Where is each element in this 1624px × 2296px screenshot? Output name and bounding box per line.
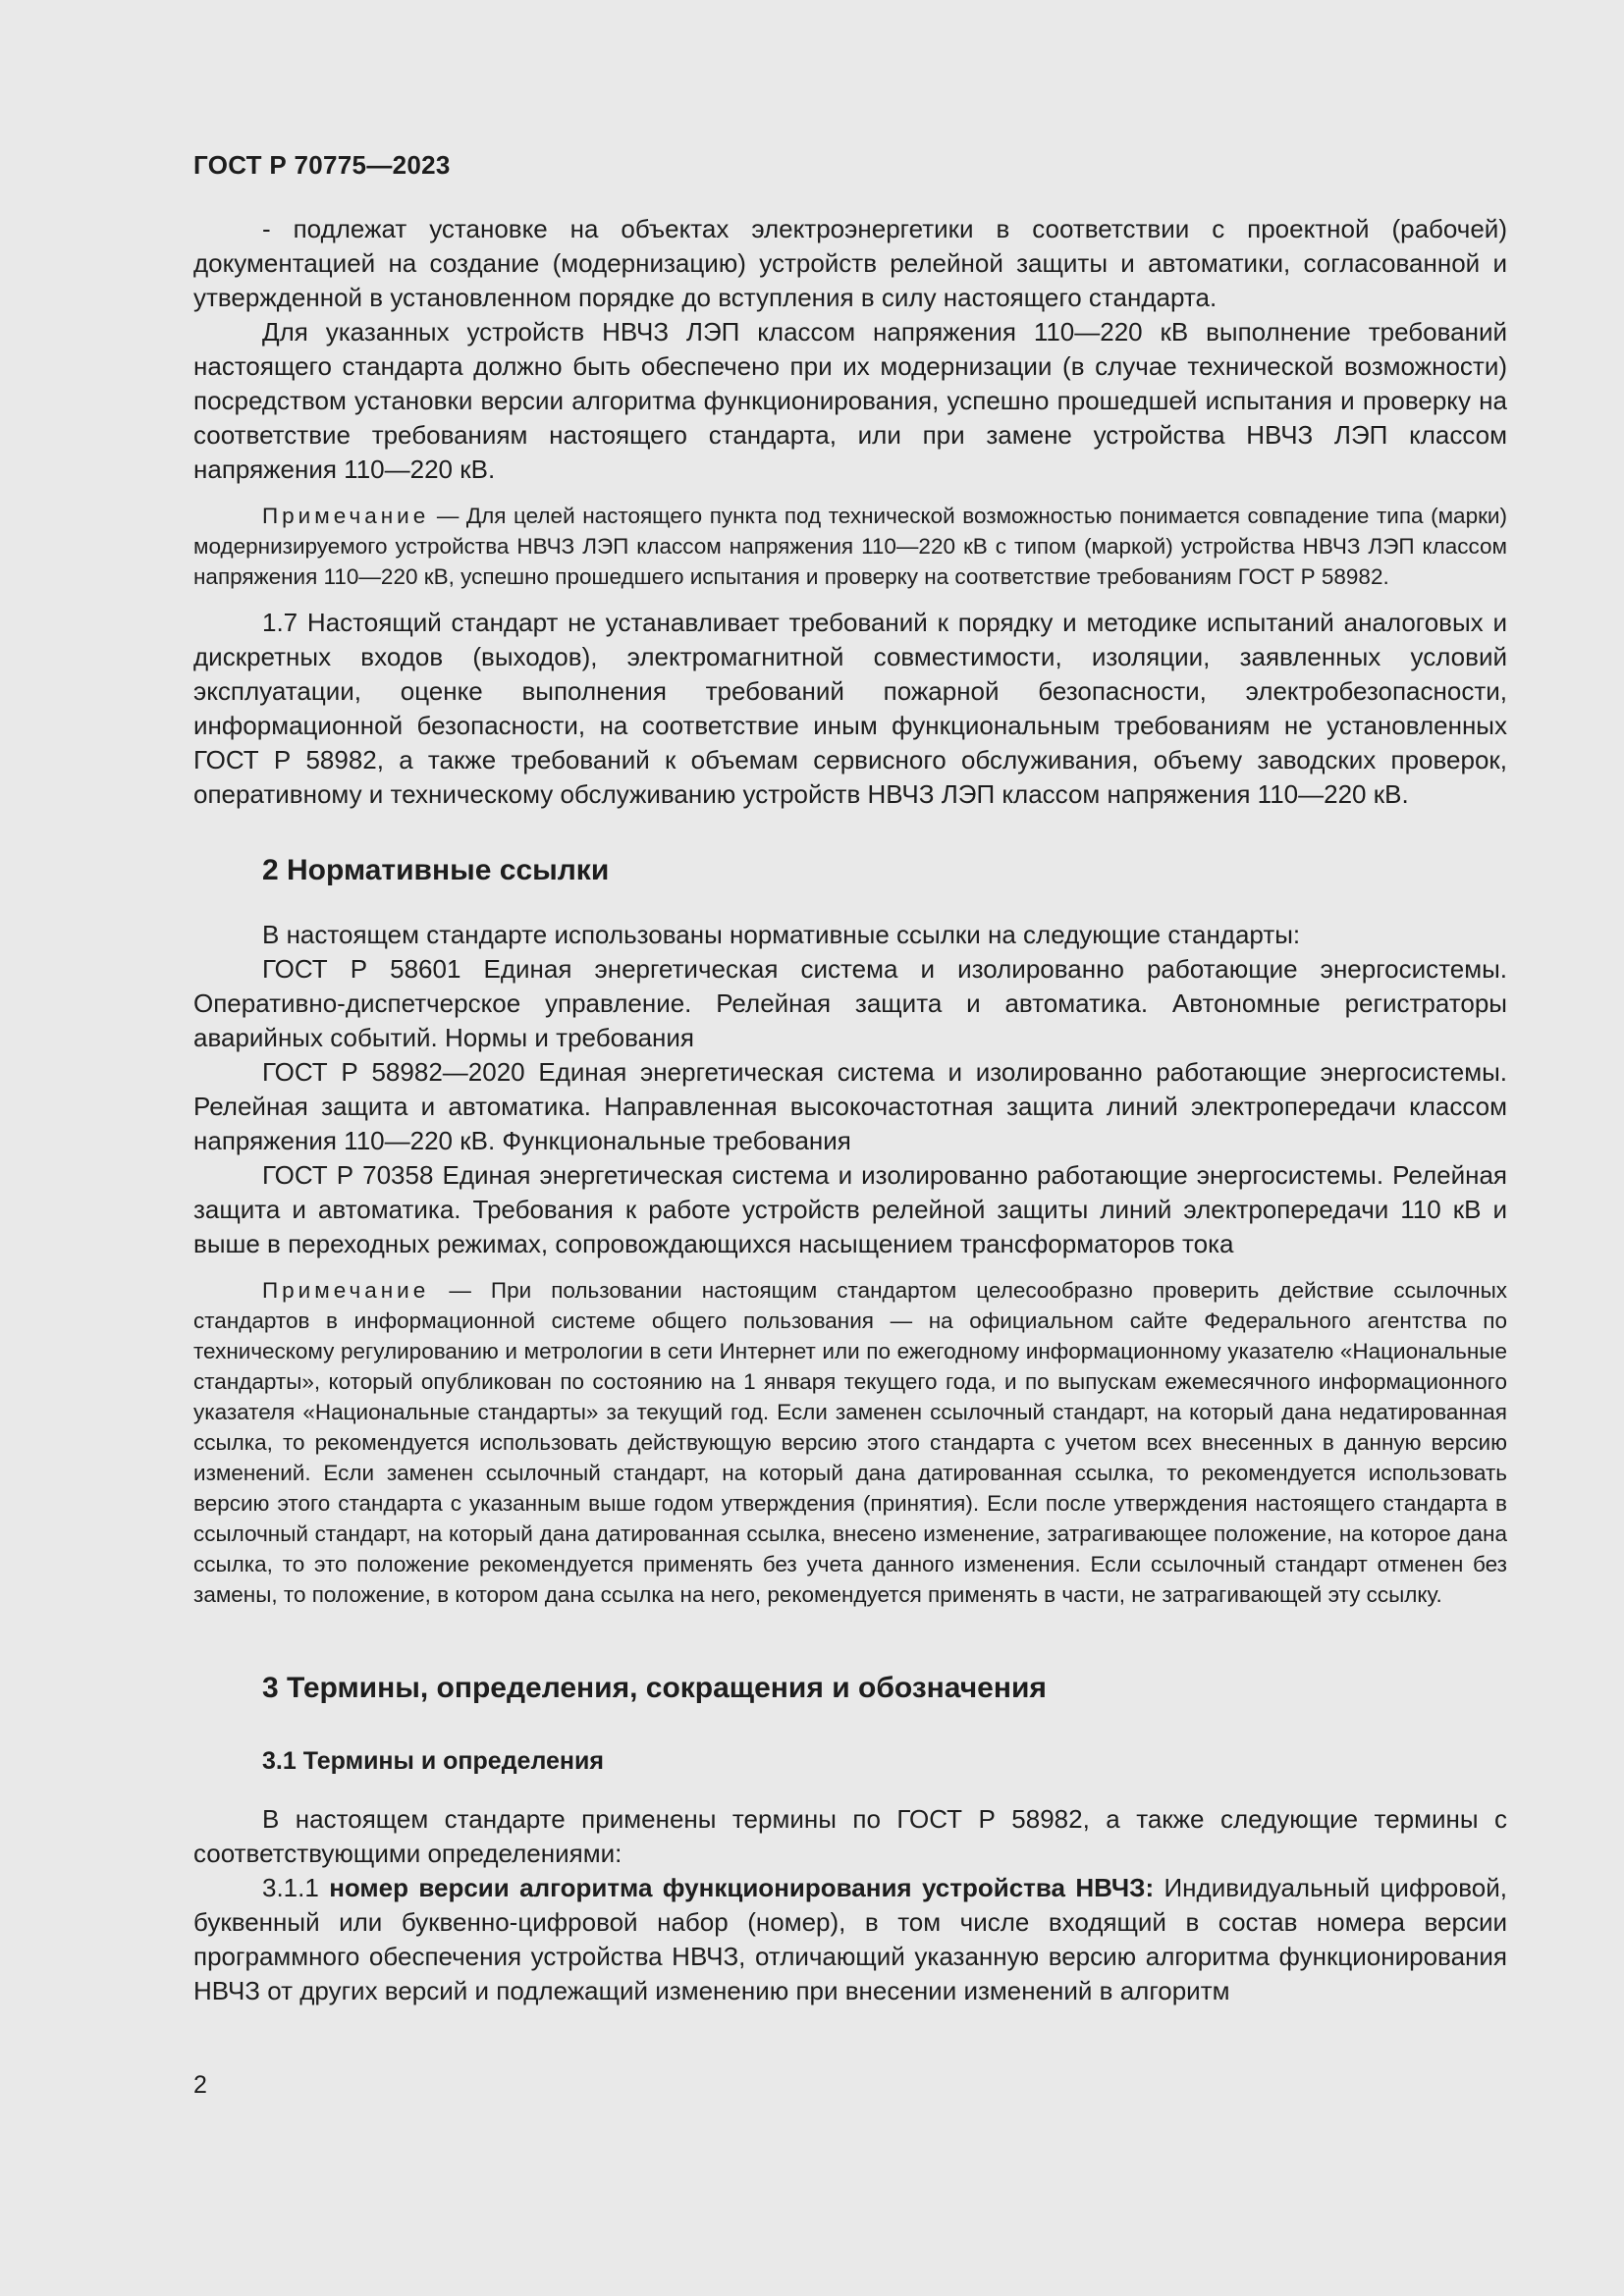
reference-item: ГОСТ Р 58601 Единая энергетическая система и изолированно работающие энергосистемы. Оперативно-диспетчерское управление. Релейная защита и автоматика. Автономные регистраторы аварийных событий. Нормы и требования — [193, 954, 1507, 1052]
section-3-1-intro: В настоящем стандарте применены термины по ГОСТ Р 58982, а также следующие термины с соответствующими определениями: — [193, 1804, 1507, 1868]
term-definition — [193, 1871, 1507, 2008]
document-page — [193, 147, 1507, 2008]
section-2-title: 2 Нормативные ссылки — [262, 854, 610, 886]
note-label: Примечание — [262, 1278, 430, 1303]
note-text: — Для целей настоящего пункта под технической возможностью понимается совпадение типа (марки) модернизируемого устройства НВЧЗ ЛЭП классом напряжения 110—220 кВ с типом (маркой) устройства НВЧЗ ЛЭП классом напряжения 110—220 кВ, успешно прошедшего испытания и проверку на соответствие требованиям ГОСТ Р 58982. — [193, 504, 1507, 589]
paragraph-1-7: 1.7 Настоящий стандарт не устанавливает требований к порядку и методике испытаний аналоговых и дискретных входов (выходов), электромагнитной совместимости, изоляции, заявленных условий эксплуатации, оценке выполнения требований пожарной безопасности, электробезопасности, информационной безопасности, на соответствие иным функциональным требованиям не установленных ГОСТ Р 58982, а также требований к объемам сервисного обслуживания, объему заводских проверок, оперативному и техническому обслуживанию устройств НВЧЗ ЛЭП классом напряжения 110—220 кВ. — [193, 608, 1507, 809]
section-2-intro: В настоящем стандарте использованы нормативные ссылки на следующие стандарты: — [262, 920, 1301, 949]
page-number: 2 — [193, 2071, 207, 2099]
section-3-1-title: 3.1 Термины и определения — [262, 1747, 604, 1775]
paragraph-bullet: - подлежат установке на объектах электроэнергетики в соответствии с проектной (рабочей) документацией на создание (модернизацию) устройств релейной защиты и автоматики, согласованной и утвержденной в установленном порядке до вступления в силу настоящего стандарта. — [193, 214, 1507, 312]
reference-item: ГОСТ Р 70358 Единая энергетическая система и изолированно работающие энергосистемы. Релейная защита и автоматика. Требования к работе устройств релейной защиты линий электропередачи 110 кВ и выше в переходных режимах, сопровождающихся насыщением трансформаторов тока — [193, 1160, 1507, 1258]
document-header: ГОСТ Р 70775—2023 — [193, 150, 451, 180]
note-technical-possibility — [193, 501, 1507, 592]
section-3-title: 3 Термины, определения, сокращения и обозначения — [262, 1672, 1047, 1704]
term-name: номер версии алгоритма функционирования устройства НВЧЗ: — [329, 1873, 1155, 1902]
note-label: Примечание — [262, 504, 430, 528]
reference-item: ГОСТ Р 58982—2020 Единая энергетическая система и изолированно работающие энергосистемы. Релейная защита и автоматика. Направленная высокочастотная защита линий электропередачи классом напряжения 110—220 кВ. Функциональные требования — [193, 1057, 1507, 1155]
paragraph-modernization: Для указанных устройств НВЧЗ ЛЭП классом напряжения 110—220 кВ выполнение требований настоящего стандарта должно быть обеспечено при их модернизации (в случае технической возможности) посредством установки версии алгоритма функционирования, успешно прошедшей испытания и проверку на соответствие требованиям настоящего стандарта, или при замене устройства НВЧЗ ЛЭП классом напряжения 110—220 кВ. — [193, 317, 1507, 484]
term-number: 3.1.1 — [262, 1873, 330, 1902]
note-references — [193, 1275, 1507, 1610]
term-definition-text: Индивидуальный цифровой, буквенный или буквенно-цифровой набор (номер), в том числе входящий в состав номера версии программного обеспечения устройства НВЧЗ, отличающий указанную версию алгоритма функционирования НВЧЗ от других версий и подлежащий изменению при внесении изменений в алгоритм — [193, 1873, 1507, 2005]
note-text: — При пользовании настоящим стандартом целесообразно проверить действие ссылочных стандартов в информационной системе общего пользования — на официальном сайте Федерального агентства по техническому регулированию и метрологии в сети Интернет или по ежегодному информационному указателю «Национальные стандарты», который опубликован по состоянию на 1 января текущего года, и по выпускам ежемесячного информационного указателя «Национальные стандарты» за текущий год. Если заменен ссылочный стандарт, на который дана недатированная ссылка, то рекомендуется использовать действующую версию этого стандарта с учетом всех внесенных в данную версию изменений. Если заменен ссылочный стандарт, на который дана датированная ссылка, то рекомендуется использовать версию этого стандарта с указанным выше годом утверждения (принятия). Если после утверждения настоящего стандарта в ссылочный стандарт, на который дана датированная ссылка, внесено изменение, затрагивающее положение, на которое дана ссылка, то это положение рекомендуется применять без учета данного изменения. Если ссылочный стандарт отменен без замены, то положение, в котором дана ссылка на него, рекомендуется применять в части, не затрагивающей эту ссылку. — [193, 1278, 1507, 1607]
